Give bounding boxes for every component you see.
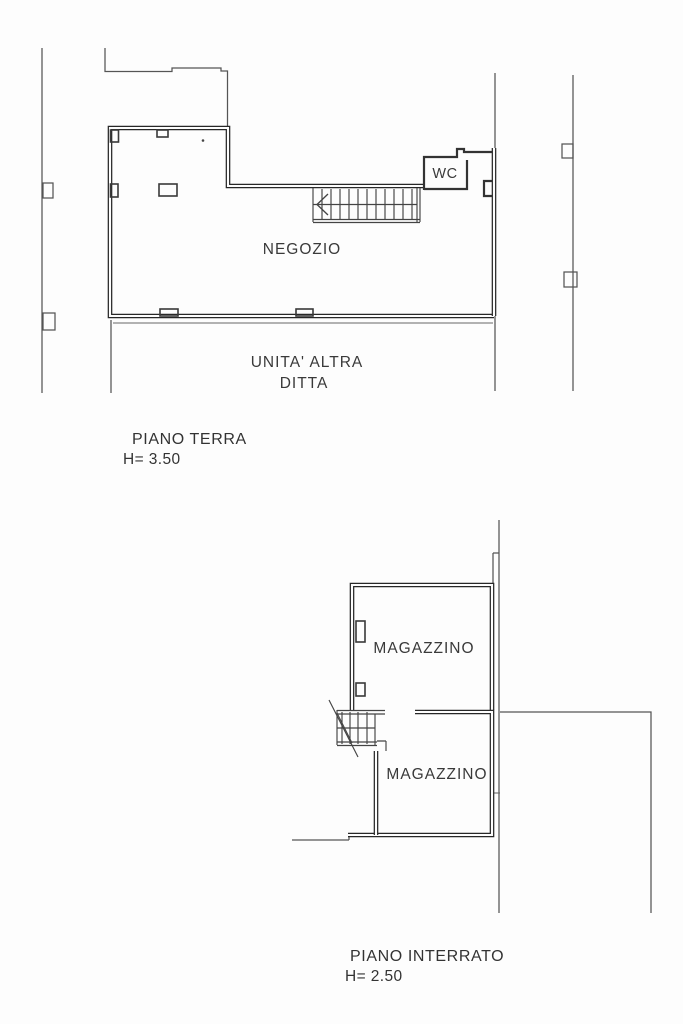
- floor-caption-basement: PIANO INTERRATO: [350, 948, 505, 965]
- pilaster: [356, 683, 365, 696]
- room-label-negozio: NEGOZIO: [262, 241, 342, 258]
- top-wall-tab: [157, 130, 168, 137]
- room-label-magazzino-lower: MAGAZZINO: [386, 766, 488, 783]
- floor-height-basement: H= 2.50: [345, 968, 403, 985]
- right-property-window-marker: [564, 272, 577, 287]
- stair-hook-wall: [377, 741, 386, 751]
- ground-floor-stairs: [313, 188, 420, 223]
- floor-height-ground: H= 3.50: [123, 451, 181, 468]
- adjacent-unit-label-line1: UNITA' ALTRA: [250, 354, 364, 371]
- adjacent-unit-label-line2: DITTA: [279, 375, 329, 392]
- pilaster: [356, 621, 365, 642]
- left-boundary-line: [292, 836, 349, 840]
- right-wall-jog: [493, 553, 499, 585]
- room-label-magazzino-upper: MAGAZZINO: [373, 640, 475, 657]
- room-label-wc: WC: [432, 166, 458, 182]
- scan-speck: [202, 139, 205, 142]
- ground-floor-plan: [42, 48, 577, 468]
- left-property-window-marker: [43, 183, 53, 198]
- right-boundary-extension: [500, 712, 651, 913]
- left-property-window-marker: [43, 313, 55, 330]
- floor-caption-ground: PIANO TERRA: [132, 431, 247, 448]
- interior-pillar: [159, 184, 177, 196]
- right-wall-recess: [484, 181, 493, 196]
- basement-stairs: [329, 700, 386, 757]
- right-property-window-marker: [562, 144, 573, 158]
- upper-stub-outline: [105, 48, 228, 127]
- basement-plan: [292, 520, 651, 985]
